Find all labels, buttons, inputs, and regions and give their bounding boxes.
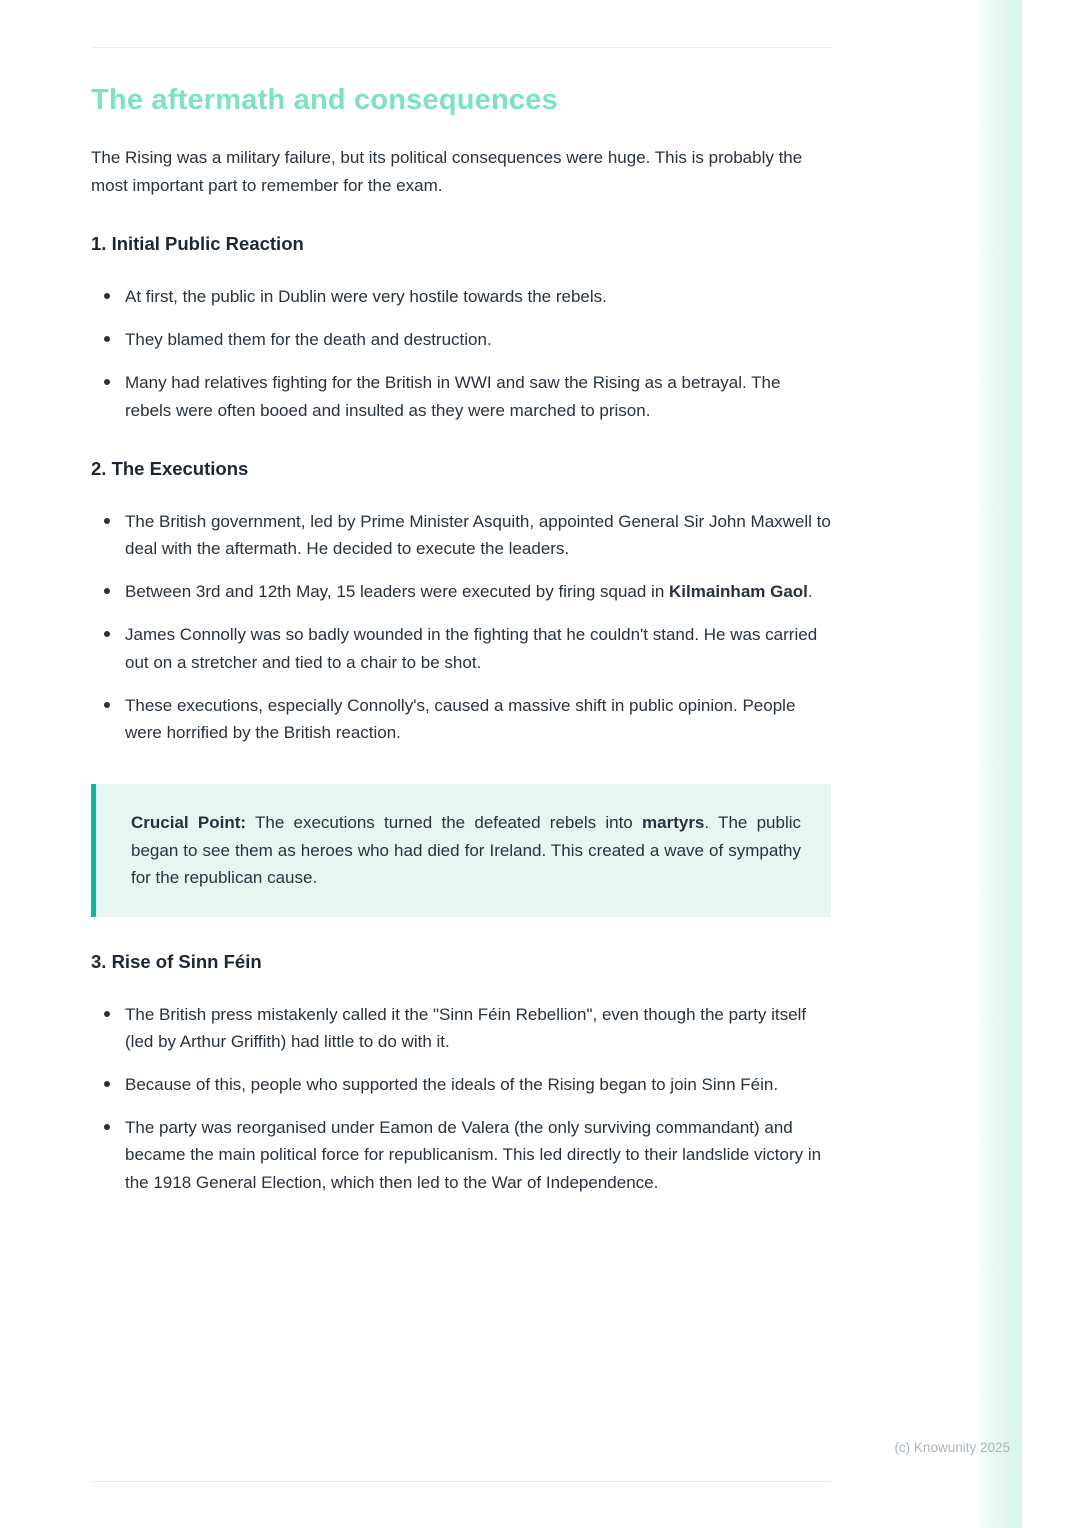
text-segment: James Connolly was so badly wounded in the fighting that he couldn't stand. He was carried out on a stretcher and tied to a chair to be shot. (125, 625, 818, 672)
intro-paragraph: The Rising was a military failure, but its political consequences were huge. This is probably the most important part to remember for the exam. (91, 148, 803, 195)
bullet-list (91, 508, 831, 746)
bullet-item (91, 326, 831, 353)
bullet-item (91, 578, 831, 605)
bullet-item (91, 1114, 831, 1196)
bold-text: Kilmainham Gaol (669, 582, 808, 602)
page-title: The aftermath and consequences (91, 84, 558, 116)
bullet-item (91, 508, 831, 562)
top-divider (91, 47, 831, 48)
bullet-item (91, 1071, 831, 1098)
bold-text: martyrs (642, 813, 705, 833)
callout-text (131, 809, 801, 892)
text-segment: At first, the public in Dublin were very hostile towards the rebels. (125, 287, 607, 307)
text-segment: Because of this, people who supported the ideals of the Rising began to join Sinn Féin. (125, 1075, 779, 1095)
text-segment: . The public began to see them as heroes who had died for Ireland. This created a wave of sympathy for the republican cause. (131, 813, 802, 888)
sections (91, 233, 831, 1196)
section-heading: 2. The Executions (91, 457, 249, 479)
bullet-item (91, 1001, 831, 1055)
bottom-divider (91, 1481, 831, 1482)
document-content (91, 84, 831, 1212)
section-heading: 3. Rise of Sinn Féin (91, 950, 262, 972)
text-segment: The executions turned the defeated rebels into (246, 813, 643, 833)
section-heading: 1. Initial Public Reaction (91, 233, 304, 255)
text-segment: These executions, especially Connolly's, caused a massive shift in public opinion. People were horrified by the British reaction. (125, 695, 796, 742)
text-segment: Many had relatives fighting for the British in WWI and saw the Rising as a betrayal. The rebels were often booed and insulted as they were marched to prison. (125, 373, 781, 420)
bullet-item (91, 621, 831, 675)
copyright-footer: (c) Knowunity 2025 (894, 1440, 1010, 1455)
text-segment: The party was reorganised under Eamon de Valera (the only surviving commandant) and became the main political force for republicanism. This led directly to their landslide victory in the 1918 General Election, which then led to the War of Independence. (125, 1118, 822, 1192)
text-segment: They blamed them for the death and destruction. (125, 330, 492, 350)
text-segment: The British press mistakenly called it the "Sinn Féin Rebellion", even though the party itself (led by Arthur Griffith) had little to do with it. (125, 1004, 807, 1051)
text-segment: Between 3rd and 12th May, 15 leaders were executed by firing squad in (125, 582, 670, 602)
bold-text: Crucial Point: (131, 813, 247, 833)
bullet-list (91, 1001, 831, 1196)
callout-box (91, 784, 831, 917)
bullet-item (91, 369, 831, 423)
right-accent-band (978, 0, 1022, 1528)
text-segment: The British government, led by Prime Minister Asquith, appointed General Sir John Maxwell to deal with the aftermath. He decided to execute the leaders. (125, 511, 831, 558)
bullet-item (91, 692, 831, 746)
bullet-item (91, 283, 831, 310)
text-segment: . (807, 582, 813, 602)
bullet-list (91, 283, 831, 424)
